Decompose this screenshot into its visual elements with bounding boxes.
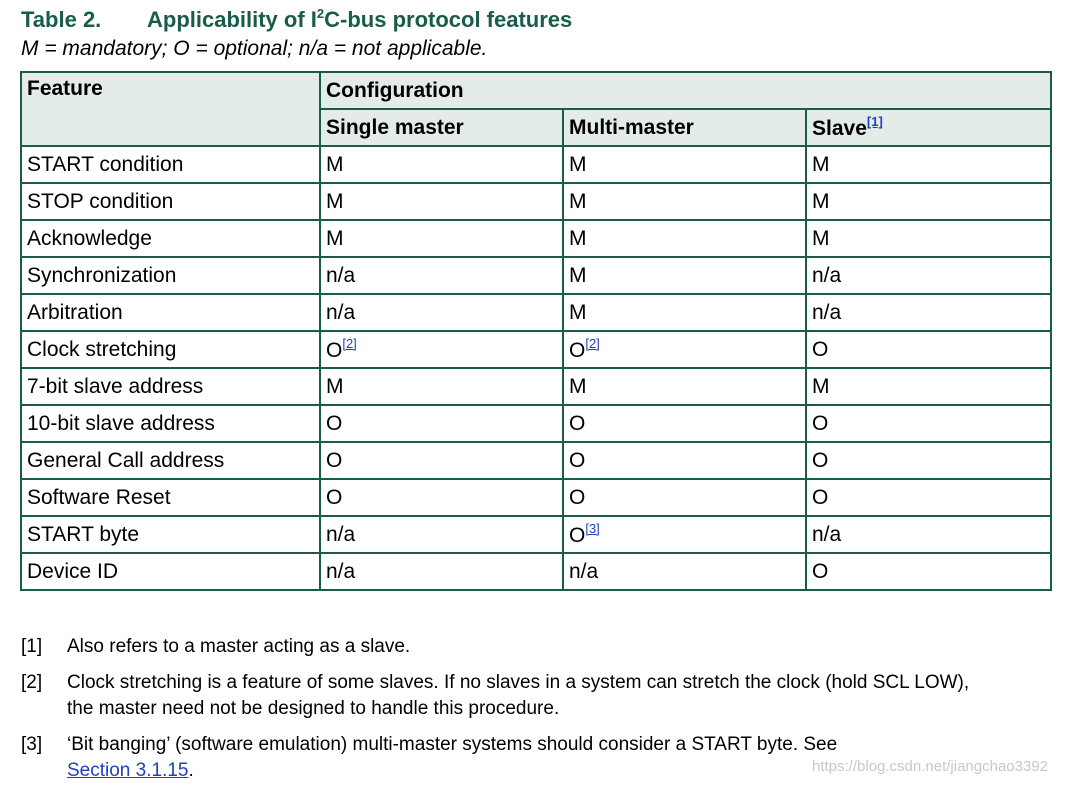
header-row — [21, 72, 1051, 109]
config-cell — [563, 405, 806, 442]
config-cell — [806, 257, 1051, 294]
column-header — [806, 109, 1051, 146]
column-header-label: Slave — [812, 117, 867, 140]
config-cell — [563, 220, 806, 257]
cell-value: M — [326, 189, 344, 213]
cell-value: M — [569, 152, 587, 176]
cell-value: O — [569, 448, 586, 472]
config-cell — [563, 553, 806, 590]
feature-cell: Clock stretching — [21, 331, 320, 368]
cell-value: O — [812, 411, 829, 435]
cell-value: O — [326, 339, 343, 362]
cell-value: O — [812, 448, 829, 472]
config-cell — [563, 257, 806, 294]
footnote-ref-link[interactable]: [2] — [585, 336, 600, 351]
cell-value: n/a — [812, 522, 842, 546]
table-row — [21, 183, 1051, 220]
cell-value: M — [569, 263, 587, 287]
footnote-ref-link[interactable]: [3] — [585, 521, 600, 536]
cell-value: O — [569, 411, 586, 435]
column-header-label: Single master — [326, 115, 464, 139]
cell-value: n/a — [812, 263, 842, 287]
config-cell — [320, 516, 563, 553]
table-row — [21, 405, 1051, 442]
config-cell — [806, 368, 1051, 405]
cell-value: M — [812, 226, 830, 250]
cell-value: M — [326, 152, 344, 176]
features-table — [20, 71, 1052, 591]
feature-cell: Acknowledge — [21, 220, 320, 257]
footnote-ref-link[interactable]: [1] — [866, 114, 883, 129]
config-cell — [563, 183, 806, 220]
footnote-number: [2] — [21, 672, 43, 693]
table-row — [21, 368, 1051, 405]
footnote-line: ‘Bit banging’ (software emulation) multi-master systems should consider a START byte. See — [67, 734, 838, 755]
configuration-header: Configuration — [320, 72, 1051, 109]
config-cell — [806, 220, 1051, 257]
config-cell — [320, 553, 563, 590]
config-cell — [563, 294, 806, 331]
table-row — [21, 331, 1051, 368]
table-row — [21, 479, 1051, 516]
config-cell — [806, 183, 1051, 220]
section-link[interactable]: Section 3.1.15 — [67, 760, 189, 781]
cell-value: M — [812, 374, 830, 398]
cell-value: M — [812, 189, 830, 213]
cell-value: O — [326, 448, 343, 472]
footnote-ref-link[interactable]: [2] — [342, 336, 357, 351]
cell-value: n/a — [326, 300, 356, 324]
footnote — [21, 670, 1051, 722]
table-row — [21, 553, 1051, 590]
cell-value: O — [812, 559, 829, 583]
config-cell — [806, 442, 1051, 479]
feature-cell: Software Reset — [21, 479, 320, 516]
column-header — [563, 109, 806, 146]
title-text-after: C-bus protocol features — [324, 7, 573, 32]
table-row — [21, 220, 1051, 257]
config-cell — [320, 146, 563, 183]
cell-value: M — [569, 189, 587, 213]
title-superscript: 2 — [316, 6, 325, 21]
config-cell — [806, 516, 1051, 553]
config-cell — [320, 294, 563, 331]
cell-value: O — [812, 485, 829, 509]
cell-value: M — [812, 152, 830, 176]
feature-cell: 7-bit slave address — [21, 368, 320, 405]
feature-cell: 10-bit slave address — [21, 405, 320, 442]
feature-cell: START condition — [21, 146, 320, 183]
config-cell — [320, 368, 563, 405]
cell-value: O — [326, 411, 343, 435]
feature-cell: START byte — [21, 516, 320, 553]
cell-value: M — [569, 226, 587, 250]
cell-value: M — [326, 374, 344, 398]
config-cell — [806, 405, 1051, 442]
table-row — [21, 516, 1051, 553]
title-text-before: Applicability of I — [147, 7, 317, 32]
footnote-body — [67, 634, 1051, 660]
footnote-number: [1] — [21, 636, 43, 657]
config-cell — [320, 220, 563, 257]
config-cell — [320, 442, 563, 479]
cell-value: M — [326, 226, 344, 250]
cell-value: n/a — [326, 559, 356, 583]
feature-header: Feature — [21, 72, 320, 146]
config-cell — [320, 257, 563, 294]
config-cell — [320, 183, 563, 220]
config-cell — [320, 479, 563, 516]
table-legend: M = mandatory; O = optional; n/a = not applicable. — [21, 37, 488, 60]
cell-value: M — [569, 374, 587, 398]
column-header — [320, 109, 563, 146]
table-row — [21, 294, 1051, 331]
table-row — [21, 257, 1051, 294]
footnote-line: Also refers to a master acting as a slave. — [67, 636, 411, 657]
config-cell — [563, 442, 806, 479]
table-title — [21, 6, 572, 33]
cell-value: n/a — [326, 522, 356, 546]
cell-value: O — [326, 485, 343, 509]
feature-cell: Synchronization — [21, 257, 320, 294]
table-body — [21, 146, 1051, 590]
footnote-line: Clock stretching is a feature of some slaves. If no slaves in a system can stretch the clock (hold SCL LOW), — [67, 672, 970, 693]
table-row — [21, 146, 1051, 183]
table-row — [21, 442, 1051, 479]
cell-value: n/a — [326, 263, 356, 287]
config-cell — [563, 331, 806, 368]
column-header-label: Multi-master — [569, 115, 694, 139]
config-cell — [806, 294, 1051, 331]
cell-value: O — [569, 485, 586, 509]
footnote-line: the master need not be designed to handle this procedure. — [67, 698, 560, 719]
footnote-number: [3] — [21, 734, 43, 755]
cell-value: O — [812, 337, 829, 361]
cell-value: O — [569, 524, 586, 547]
config-cell — [563, 146, 806, 183]
footnote — [21, 634, 1051, 660]
feature-cell: General Call address — [21, 442, 320, 479]
table-number: Table 2. — [21, 7, 102, 32]
cell-value: O — [569, 339, 586, 362]
config-cell — [563, 516, 806, 553]
config-cell — [806, 553, 1051, 590]
config-cell — [563, 479, 806, 516]
footnote-body — [67, 670, 1051, 722]
config-cell — [320, 331, 563, 368]
feature-cell: Device ID — [21, 553, 320, 590]
config-cell — [806, 146, 1051, 183]
cell-value: n/a — [569, 559, 599, 583]
watermark: https://blog.csdn.net/jiangchao3392 — [812, 758, 1049, 775]
config-cell — [320, 405, 563, 442]
feature-cell: Arbitration — [21, 294, 320, 331]
config-cell — [806, 331, 1051, 368]
footnote-text: . — [188, 760, 194, 781]
cell-value: M — [569, 300, 587, 324]
config-cell — [806, 479, 1051, 516]
cell-value: n/a — [812, 300, 842, 324]
config-cell — [563, 368, 806, 405]
feature-cell: STOP condition — [21, 183, 320, 220]
